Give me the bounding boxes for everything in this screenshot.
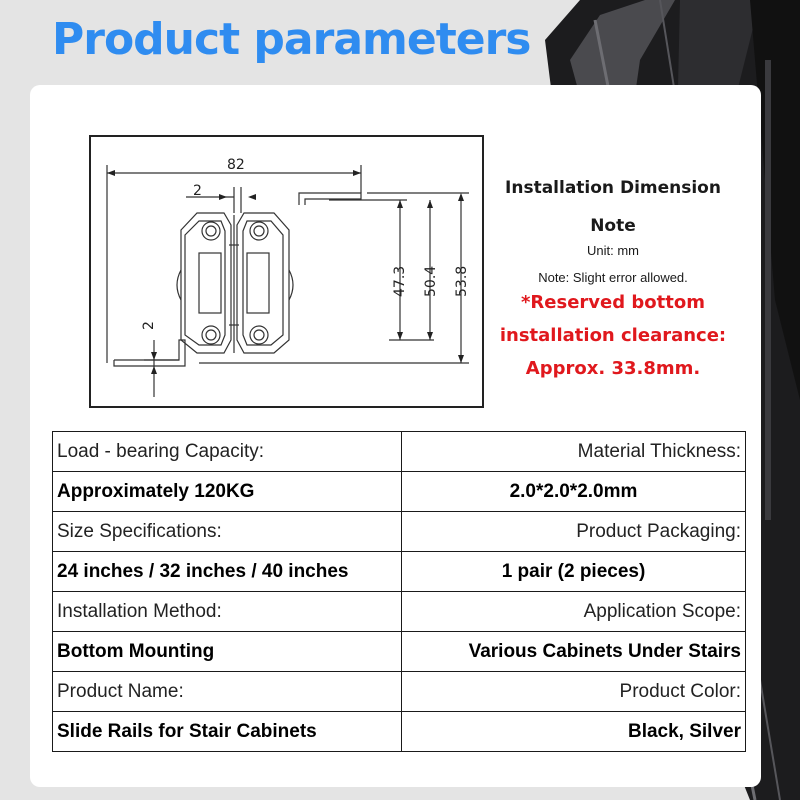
note-unit: Unit: mm: [587, 243, 639, 258]
note-subheading: Note: [590, 216, 636, 236]
dim-50-label: 50.4: [423, 265, 439, 297]
spec-label: Product Color:: [402, 672, 746, 712]
page-title: Product parameters: [52, 14, 531, 65]
spec-value: Slide Rails for Stair Cabinets: [53, 712, 402, 752]
spec-label: Size Specifications:: [53, 512, 402, 552]
spec-value-row: [53, 472, 746, 512]
spec-label-row: [53, 592, 746, 632]
spec-value: Various Cabinets Under Stairs: [402, 632, 746, 672]
dim-53-label: 53.8: [454, 265, 470, 297]
dim-gap-label: 2: [193, 183, 202, 199]
spec-value-row: [53, 712, 746, 752]
spec-value: 24 inches / 32 inches / 40 inches: [53, 552, 402, 592]
spec-value-row: [53, 632, 746, 672]
spec-label: Material Thickness:: [402, 432, 746, 472]
installation-note: [488, 172, 738, 384]
spec-label: Product Name:: [53, 672, 402, 712]
clearance-warning-1: *Reserved bottom: [521, 292, 705, 313]
spec-value: Black, Silver: [402, 712, 746, 752]
spec-label-row: [53, 672, 746, 712]
note-heading: Installation Dimension: [505, 178, 721, 198]
dim-47-label: 47.3: [392, 265, 408, 297]
spec-value: 1 pair (2 pieces): [402, 552, 746, 592]
clearance-warning-3: Approx. 33.8mm.: [525, 358, 701, 379]
spec-label-row: [53, 512, 746, 552]
dim-side-label: 2: [141, 321, 157, 330]
spec-label: Product Packaging:: [402, 512, 746, 552]
spec-value: 2.0*2.0*2.0mm: [402, 472, 746, 512]
dim-82-label: 82: [227, 157, 245, 173]
spec-value: Bottom Mounting: [53, 632, 402, 672]
note-error: Note: Slight error allowed.: [538, 270, 688, 285]
spec-label-row: [53, 432, 746, 472]
spec-label: Installation Method:: [53, 592, 402, 632]
installation-dimension-drawing: [89, 135, 484, 408]
parameters-table: [52, 431, 746, 752]
spec-label: Application Scope:: [402, 592, 746, 632]
clearance-warning-2: installation clearance:: [499, 325, 727, 346]
spec-value: Approximately 120KG: [53, 472, 402, 512]
spec-value-row: [53, 552, 746, 592]
spec-label: Load - bearing Capacity:: [53, 432, 402, 472]
